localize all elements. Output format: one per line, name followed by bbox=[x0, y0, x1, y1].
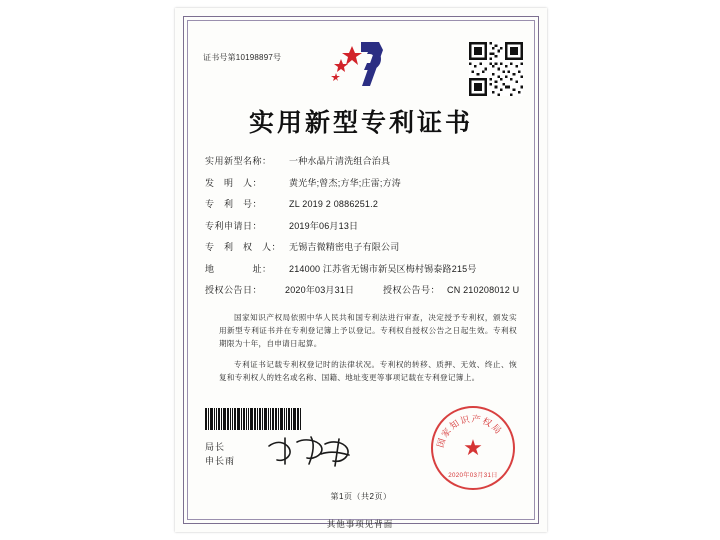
seal-star-icon: ★ bbox=[463, 435, 483, 460]
handwritten-signature bbox=[263, 432, 355, 472]
footer-note: 其他事项见背面 bbox=[326, 519, 394, 529]
field-value-grant-date: 2020年03月31日 bbox=[285, 285, 355, 295]
field-value-grant-number: CN 210208012 U bbox=[447, 285, 520, 295]
field-value: ZL 2019 2 0886251.2 bbox=[289, 199, 379, 209]
seal-date: 2020年03月31日 bbox=[448, 472, 498, 479]
qr-code bbox=[469, 42, 523, 96]
field-value: 214000 江苏省无锡市新吴区梅村锡泰路215号 bbox=[289, 263, 477, 274]
certificate-document bbox=[175, 8, 547, 532]
field-label-grant-number: 授权公告号： bbox=[383, 285, 441, 295]
field-row-application-date bbox=[205, 220, 521, 232]
field-label: 专利申请日： bbox=[205, 220, 263, 231]
field-row-address bbox=[205, 263, 521, 275]
corner-ornament-top-right bbox=[522, 16, 539, 33]
field-list bbox=[205, 155, 521, 306]
corner-ornament-top-left bbox=[183, 16, 200, 33]
legal-paragraph-1: 国家知识产权局依照中华人民共和国专利法进行审查，决定授予专利权，颁发实用新型专利证书并在专利登记簿上予以登记。专利权自授权公告之日起生效。专利权期限为十年，自申请日起算。 bbox=[219, 313, 517, 348]
page-number: 第1页（共2页） bbox=[330, 492, 392, 501]
field-value: 黄光华;曾杰;方华;庄雷;方涛 bbox=[289, 177, 402, 188]
field-label: 地 址： bbox=[205, 263, 272, 274]
field-label-grant-date: 授权公告日： bbox=[205, 285, 263, 295]
field-row-patentee bbox=[205, 241, 521, 253]
field-label: 实用新型名称： bbox=[205, 156, 272, 166]
svg-text:国家知识产权局: 国家知识产权局 bbox=[436, 414, 504, 450]
signature-block bbox=[205, 440, 235, 468]
field-row-utility-model-name bbox=[205, 155, 521, 167]
official-seal bbox=[431, 406, 515, 490]
field-value: 2019年06月13日 bbox=[289, 220, 359, 231]
field-label: 发 明 人： bbox=[205, 177, 263, 188]
field-row-grant-announcement bbox=[205, 284, 521, 296]
signature-name-label: 申长雨 bbox=[205, 456, 236, 466]
field-row-inventors bbox=[205, 177, 521, 189]
field-label: 专 利 号： bbox=[205, 199, 263, 209]
field-label: 专 利 权 人： bbox=[205, 242, 282, 252]
certificate-number: 证书号第10198897号 bbox=[203, 53, 282, 62]
cnipa-logo-icon bbox=[324, 38, 398, 94]
legal-text-block bbox=[219, 311, 517, 392]
field-value: 一种水晶片清洗组合治具 bbox=[289, 156, 391, 166]
legal-paragraph-2: 专利证书记载专利权登记时的法律状况。专利权的转移、质押、无效、终止、恢复和专利权人的姓名或名称、国籍、地址变更等事项记载在专利登记簿上。 bbox=[219, 360, 517, 382]
document-title: 实用新型专利证书 bbox=[248, 108, 473, 137]
signature-role-label: 局长 bbox=[205, 442, 226, 452]
field-value: 无锡吉微精密电子有限公司 bbox=[289, 242, 400, 252]
field-row-patent-number bbox=[205, 198, 521, 210]
barcode bbox=[205, 408, 321, 430]
